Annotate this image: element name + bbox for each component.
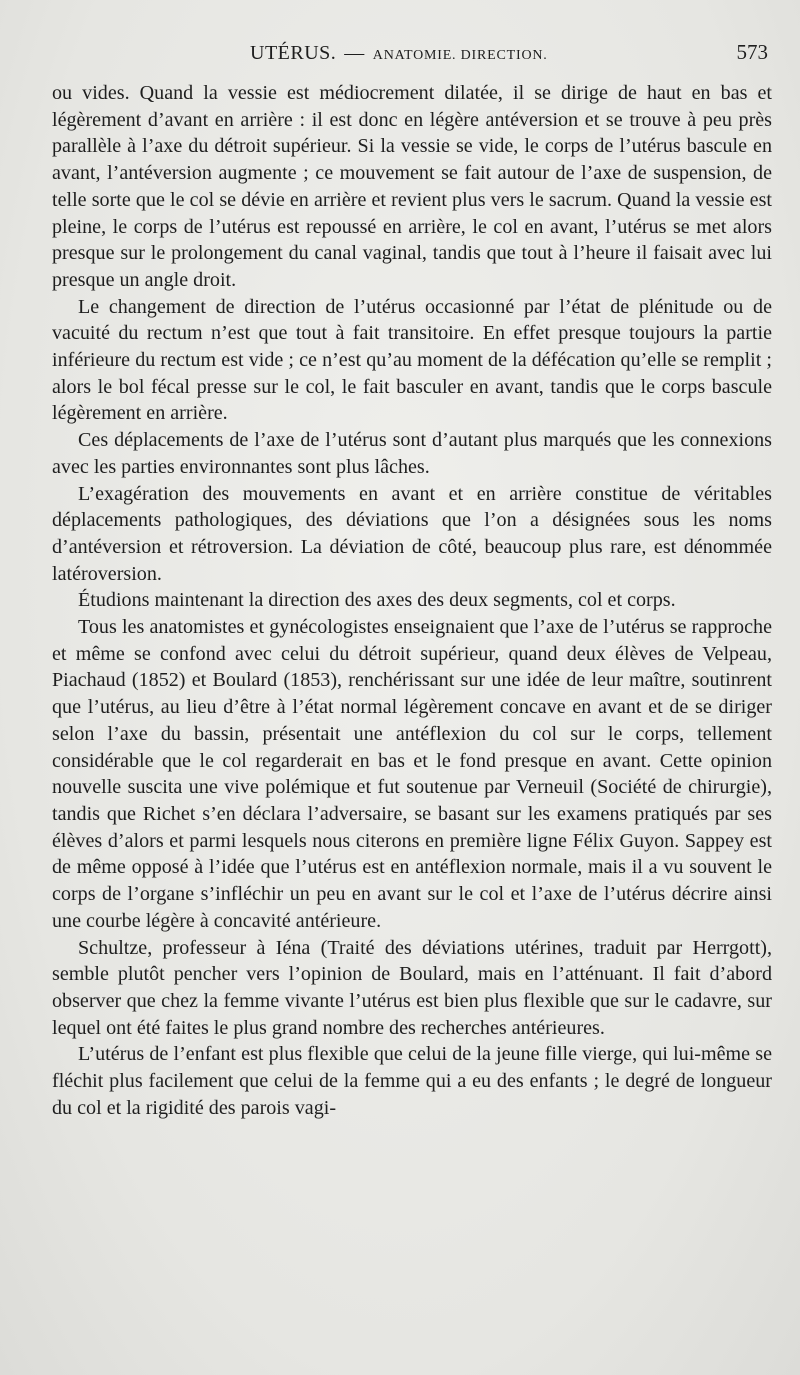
- running-title: UTÉRUS.: [250, 42, 337, 64]
- paragraph: ou vides. Quand la vessie est médiocrement dilatée, il se dirige de haut en bas et légèrement d’avant en arrière : il est donc en légère antéversion et se trouve à peu près parallèle à l’axe du détroit supérieur. Si la vessie se vide, le corps de l’utérus bascule en avant, l’antéversion augmente ; ce mouvement se fait autour de l’axe de suspension, de telle sorte que le col se dévie en arrière et revient plus vers le sacrum. Quand la vessie est pleine, le corps de l’utérus est repoussé en arrière, le col en avant, l’utérus se met alors presque sur le prolongement du canal vaginal, tandis que tout à l’heure il faisait avec lui presque un angle droit.: [52, 82, 772, 291]
- paragraph: Étudions maintenant la direction des axes des deux segments, col et corps.: [78, 589, 676, 612]
- header-dash: —: [344, 42, 365, 64]
- page-number: 573: [736, 40, 768, 64]
- running-header: [52, 40, 772, 80]
- body-text: [52, 80, 772, 1121]
- paragraph: Schultze, professeur à Iéna (Traité des déviations utérines, traduit par Herrgott), semble plutôt pencher vers l’opinion de Boulard, mais en l’atténuant. Il fait d’abord observer que chez la femme vivante l’utérus est bien plus flexible que sur le cadavre, sur lequel ont été faites le plus grand nombre des recherches antérieures.: [52, 936, 772, 1039]
- paragraph: L’exagération des mouvements en avant et en arrière constitue de véritables déplacements pathologiques, des déviations que l’on a désignées sous les noms d’antéversion et rétroversion. La déviation de côté, beaucoup plus rare, est dénommée latéroversion.: [52, 482, 772, 585]
- paragraph: Tous les anatomistes et gynécologistes enseignaient que l’axe de l’utérus se rapproche et même se confond avec celui du détroit supérieur, quand deux élèves de Velpeau, Piachaud (1852) et Boulard (1853), renchérissant sur une idée de leur maître, soutinrent que l’utérus, au lieu d’être à l’état normal légèrement concave en avant et de se diriger selon l’axe du bassin, présentait une antéflexion du col sur le corps, tellement considérable que le col regarderait en bas et le fond presque en avant. Cette opinion nouvelle suscita une vive polémique et fut soutenue par Verneuil (Société de chirurgie), tandis que Richet s’en déclara l’adversaire, se basant sur les examens pratiqués par ses élèves d’alors et parmi lesquels nous citerons en première ligne Félix Guyon. Sappey est de même opposé à l’idée que l’utérus est en antéflexion normale, mais il a vu souvent le corps de l’organe s’infléchir un peu en avant sur le col et l’axe de l’utérus décrire ainsi une courbe légère à concavité antérieure.: [52, 616, 772, 932]
- header-title-group: [250, 42, 548, 65]
- paragraph: Le changement de direction de l’utérus occasionné par l’état de plénitude ou de vacuité du rectum n’est que tout à fait transitoire. En effet presque toujours la partie inférieure du rectum est vide ; ce n’est qu’au moment de la défécation qu’elle se remplit ; alors le bol fécal presse sur le col, le fait basculer en avant, tandis que le corps bascule légèrement en arrière.: [52, 295, 772, 425]
- paragraph: Ces déplacements de l’axe de l’utérus sont d’autant plus marqués que les connexions avec les parties environnantes sont plus lâches.: [52, 429, 772, 478]
- paragraph: L’utérus de l’enfant est plus flexible que celui de la jeune fille vierge, qui lui-même se fléchit plus facilement que celui de la femme qui a eu des enfants ; le degré de longueur du col et la rigidité des parois vagi-: [52, 1043, 772, 1119]
- header-section: ANATOMIE. DIRECTION.: [372, 48, 548, 63]
